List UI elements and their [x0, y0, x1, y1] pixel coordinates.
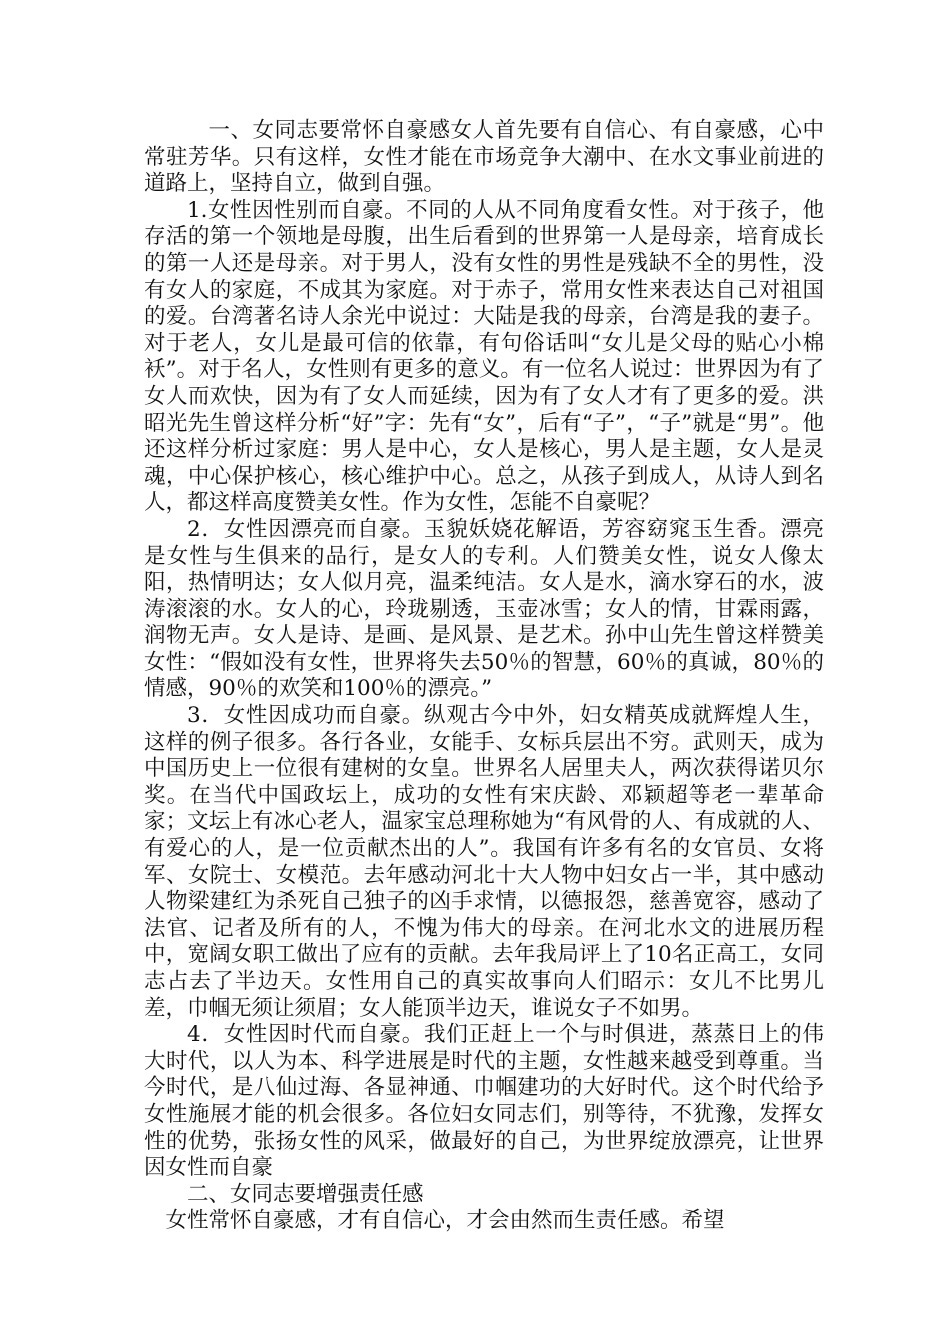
paragraph-point-3: 3．女性因成功而自豪。纵观古今中外，妇女精英成就辉煌人生，这样的例子很多。各行各业，女能手、女标兵层出不穷。武则天，成为中国历史上一位很有建树的女皇。世界名人居里夫人，两次获得诺贝尔奖。在当代中国政坛上，成功的女性有宋庆龄、邓颖超等老一辈革命家；文坛上有冰心老人，温家宝总理称她为“有风骨的人、有成就的人、有爱心的人，是一位贡献杰出的人”。我国有许多有名的女官员、女将军、女院士、女模范。去年感动河北十大人物中妇女占一半，其中感动人物梁建红为杀死自己独子的凶手求情，以德报怨，慈善宽容，感动了法官、记者及所有的人，不愧为伟大的母亲。在河北水文的进展历程中，宽阔女职工做出了应有的贡献。去年我局评上了10名正高工，女同志占去了半边天。女性用自己的真实故事向人们昭示：女儿不比男儿差，巾帼无须让须眉；女人能顶半边天，谁说女子不如男。 [144, 703, 824, 1021]
paragraph-point-1: 1.女性因性别而自豪。不同的人从不同角度看女性。对于孩子，他存活的第一个领地是母腹，出生后看到的世界第一人是母亲，培育成长的第一人还是母亲。对于男人，没有女性的男性是残缺不全的男性，没有女人的家庭，不成其为家庭。对于赤子，常用女性来表达自己对祖国的爱。台湾著名诗人余光中说过：大陆是我的母亲，台湾是我的妻子。对于老人，女儿是最可信的依靠，有句俗话叫“女儿是父母的贴心小棉袄”。对于名人，女性则有更多的意义。有一位名人说过：世界因为有了女人而欢快，因为有了女人而延续，因为有了女人才有了更多的爱。洪昭光先生曾这样分析“好”字：先有“女”，后有“子”，“子”就是“男”。他还这样分析过家庭：男人是中心，女人是核心，男人是主题，女人是灵魂，中心保护核心，核心维护中心。总之，从孩子到成人，从诗人到名人，都这样高度赞美女性。作为女性，怎能不自豪呢？ [144, 197, 824, 516]
paragraph-point-2: 2．女性因漂亮而自豪。玉貌妖娆花解语，芳容窈窕玉生香。漂亮是女性与生俱来的品行，是女人的专利。人们赞美女性，说女人像太阳，热情明达；女人似月亮，温柔纯洁。女人是水，滴水穿石的水，波涛滚滚的水。女人的心，玲珑剔透，玉壶冰雪；女人的情，甘霖雨露，润物无声。女人是诗、是画、是风景、是艺术。孙中山先生曾这样赞美女性：“假如没有女性，世界将失去50％的智慧，60％的真诚，80％的情感，90％的欢笑和100％的漂亮。” [144, 516, 824, 702]
paragraph-section-two-body: 女性常怀自豪感，才有自信心，才会由然而生责任感。希望 [165, 1208, 725, 1234]
paragraph-section-one-heading: 一、女同志要常怀自豪感女人首先要有自信心、有自豪感，心中常驻芳华。只有这样，女性才能在市场竞争大潮中、在水文事业前进的道路上，坚持自立，做到自强。 [144, 118, 824, 197]
paragraph-point-4: 4．女性因时代而自豪。我们正赶上一个与时俱进，蒸蒸日上的伟大时代，以人为本、科学进展是时代的主题，女性越来越受到尊重。当今时代，是八仙过海、各显神通、巾帼建功的大好时代。这个时代给予女性施展才能的机会很多。各位妇女同志们，别等待，不犹豫，发挥女性的优势，张扬女性的风采，做最好的自己，为世界绽放漂亮，让世界因女性而自豪 [144, 1022, 824, 1181]
document-page [144, 118, 824, 1235]
paragraph-section-two-heading: 二、女同志要增强责任感 [187, 1181, 424, 1207]
